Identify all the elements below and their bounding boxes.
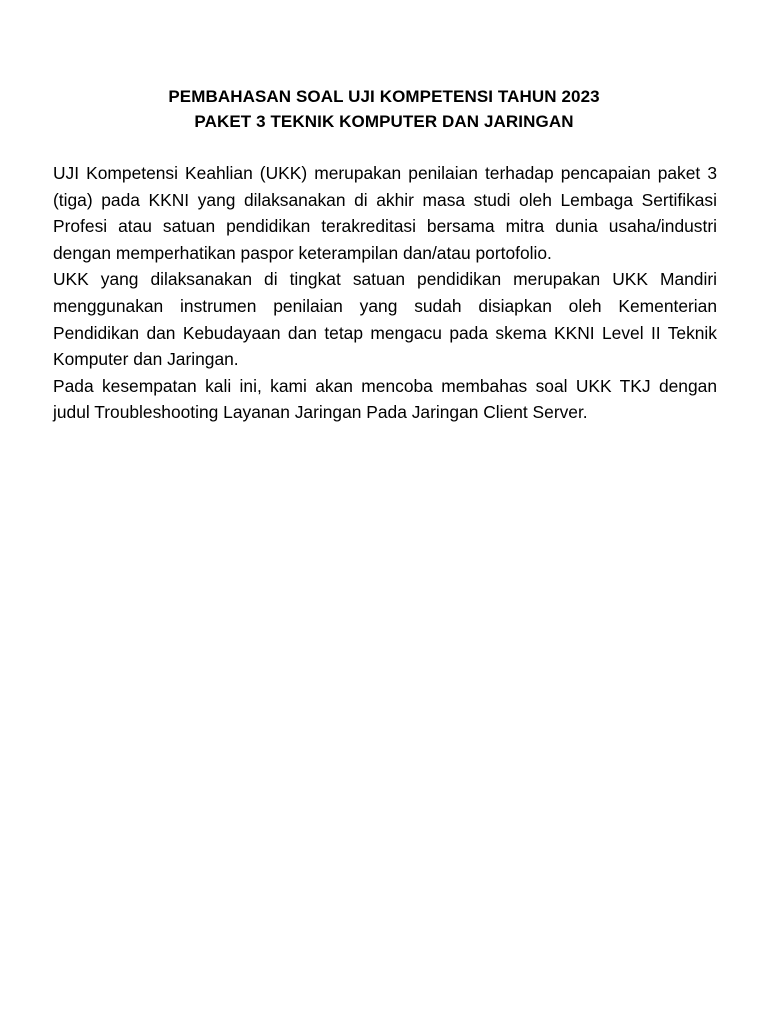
document-title <box>0 84 768 134</box>
paragraph-ukk-definition: UJI Kompetensi Keahlian (UKK) merupakan penilaian terhadap pencapaian paket 3 (tiga) pada KKNI yang dilaksanakan di akhir masa studi oleh Lembaga Sertifikasi Profesi atau satuan pendidikan terakreditasi bersama mitra dunia usaha/industri dengan memperhatikan paspor keterampilan dan/atau portofolio. <box>53 163 717 263</box>
document-body <box>53 160 717 426</box>
paragraph-ukk-mandiri: UKK yang dilaksanakan di tingkat satuan pendidikan merupakan UKK Mandiri menggunakan instrumen penilaian yang sudah disiapkan oleh Kementerian Pendidikan dan Kebudayaan dan tetap mengacu pada skema KKNI Level II Teknik Komputer dan Jaringan. <box>53 269 717 370</box>
title-line-1: PEMBAHASAN SOAL UJI KOMPETENSI TAHUN 2023 <box>168 87 600 106</box>
paragraph-ukk-tkj: Pada kesempatan kali ini, kami akan mencoba membahas soal UKK TKJ dengan judul Troubleshooting Layanan Jaringan Pada Jaringan Client Server. <box>53 375 717 423</box>
title-line-2: PAKET 3 TEKNIK KOMPUTER DAN JARINGAN <box>194 112 574 131</box>
